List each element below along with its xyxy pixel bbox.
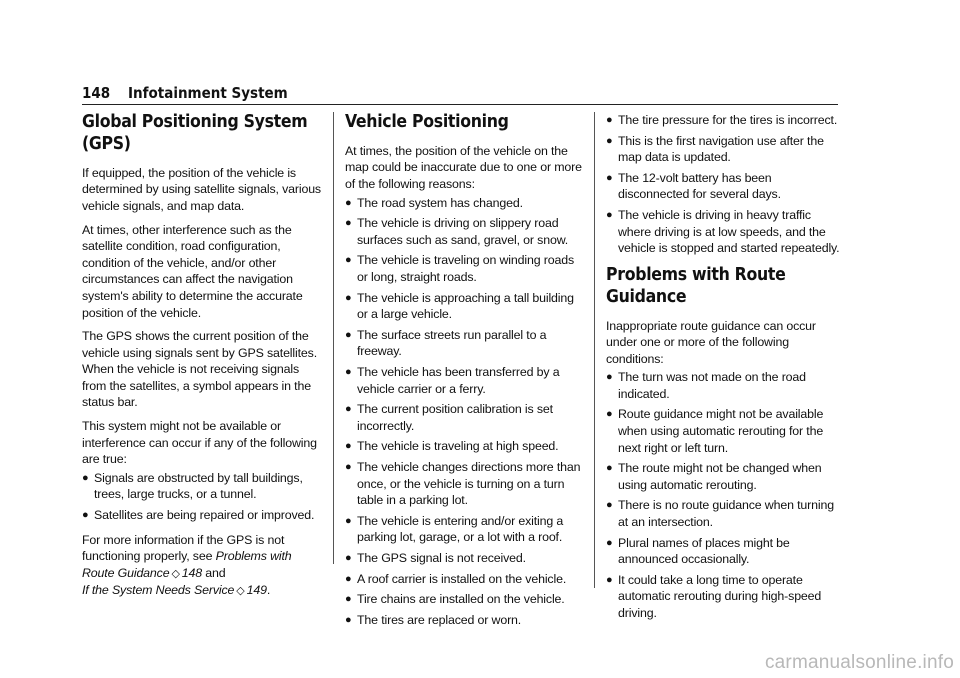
- route-guidance-heading: Problems with Route Guidance: [606, 264, 786, 307]
- bullet-icon: ●: [345, 514, 352, 527]
- list-item: ● The current position calibration is set incorrectly.: [345, 402, 553, 433]
- positioning-bullet-list-continued: [606, 112, 842, 257]
- xref-page[interactable]: 148: [181, 565, 202, 580]
- bullet-icon: ●: [345, 291, 352, 304]
- page-ref-icon: ◇: [171, 567, 180, 580]
- list-item: ● The turn was not made on the road indicated.: [606, 370, 806, 401]
- page-header: [82, 84, 838, 105]
- list-item: ● The vehicle is entering and/or exiting a parking lot, garage, or a lot with a roof.: [345, 513, 564, 545]
- watermark: carmanualsonline.info: [764, 652, 954, 673]
- bullet-icon: ●: [345, 217, 352, 230]
- bullet-icon: ●: [606, 536, 613, 549]
- bullet-icon: ●: [345, 366, 352, 378]
- bullet-icon: ●: [606, 114, 613, 126]
- route-guidance-bullet-list: [606, 369, 842, 621]
- list-item: ● The vehicle is driving on slippery road surfaces such as sand, gravel, or snow.: [345, 216, 569, 247]
- list-item: ● There is no route guidance when turning at an intersection.: [606, 498, 834, 530]
- list-item: ● The vehicle changes directions more than once, or the vehicle is turning on a turn table in a parking lot.: [345, 459, 581, 508]
- bullet-icon: ●: [606, 208, 613, 221]
- bullet-icon: ●: [345, 572, 352, 585]
- list-item: ● The vehicle is driving in heavy traffic where driving is at low speeds, and the vehicle is stopped and started repeatedly.: [606, 207, 840, 256]
- bullet-icon: ●: [606, 573, 613, 586]
- list-item: ● The 12-volt battery has been disconnected for several days.: [606, 170, 781, 202]
- list-item: ● Signals are obstructed by tall buildings, trees, large trucks, or a tunnel.: [82, 470, 303, 502]
- bullet-icon: ●: [606, 408, 613, 421]
- xref-route-guidance-link[interactable]: Problems with Route Guidance: [82, 549, 292, 580]
- bullet-icon: ●: [345, 613, 352, 626]
- bullet-icon: ●: [345, 328, 352, 341]
- gps-paragraph: If equipped, the position of the vehicle is determined by using satellite signals, various vehicle signals, and map data.: [82, 165, 321, 213]
- list-item: ● The tire pressure for the tires is incorrect.: [606, 113, 838, 127]
- bullet-icon: ●: [345, 551, 352, 564]
- bullet-icon: ●: [345, 593, 352, 606]
- column-vehicle-positioning: [345, 112, 583, 636]
- bullet-icon: ●: [345, 403, 352, 416]
- bullet-icon: ●: [606, 462, 613, 475]
- page-ref-icon: ◇: [236, 585, 245, 598]
- section-title: Infotainment System: [128, 84, 288, 102]
- positioning-heading: Vehicle Positioning: [345, 112, 509, 132]
- list-item: ● The vehicle is traveling at high speed.: [345, 439, 559, 454]
- positioning-bullet-list: [345, 195, 583, 629]
- bullet-icon: ●: [606, 371, 613, 384]
- list-item: ● The surface streets run parallel to a freeway.: [345, 327, 547, 359]
- bullet-icon: ●: [345, 460, 352, 473]
- gps-paragraph: The GPS shows the current position of the vehicle using signals sent by GPS satellites. When the vehicle is not receiving signals from the satellites, a symbol appears in the status bar.: [82, 329, 317, 410]
- positioning-intro: At times, the position of the vehicle on the map could be inaccurate due to one or more of the following reasons:: [345, 143, 582, 192]
- list-item: ● A roof carrier is installed on the vehicle.: [345, 571, 567, 586]
- bullet-icon: ●: [345, 196, 352, 209]
- column-divider: [594, 112, 595, 588]
- gps-bullet-list: [82, 470, 322, 524]
- gps-heading: Global Positioning System (GPS): [82, 112, 308, 154]
- route-guidance-intro: Inappropriate route guidance can occur under one or more of the following conditions:: [606, 318, 816, 366]
- column-divider: [333, 112, 334, 564]
- list-item: ● The vehicle has been transferred by a vehicle carrier or a ferry.: [345, 365, 560, 396]
- list-item: ● The vehicle is approaching a tall building or a large vehicle.: [345, 290, 574, 322]
- bullet-icon: ●: [606, 171, 613, 184]
- xref-page[interactable]: 149: [246, 583, 267, 598]
- bullet-icon: ●: [82, 471, 89, 484]
- page-number: 148: [82, 84, 111, 102]
- list-item: ● Route guidance might not be available when using automatic rerouting for the next right or left turn.: [606, 407, 824, 455]
- list-item: ● The route might not be changed when using automatic rerouting.: [606, 461, 822, 492]
- gps-more-info: For more information if the GPS is not functioning properly, see Problems with Route Guidance ◇ 148 and If the System Needs Service ◇ 149.: [82, 532, 292, 598]
- bullet-icon: ●: [606, 134, 613, 147]
- list-item: ● The vehicle is traveling on winding roads or long, straight roads.: [345, 253, 575, 285]
- list-item: ● The road system has changed.: [345, 195, 523, 210]
- gps-paragraph: At times, other interference such as the satellite condition, road configuration, condition of the vehicle, and/or other circumstances can affect the navigation system's ability to determine the accurate position of the vehicle.: [82, 222, 303, 320]
- list-item: ● This is the first navigation use after the map data is updated.: [606, 133, 824, 165]
- bullet-icon: ●: [82, 509, 89, 522]
- list-item: ● The GPS signal is not received.: [345, 550, 526, 565]
- xref-system-service-link[interactable]: If the System Needs Service: [82, 583, 235, 598]
- list-item: ● It could take a long time to operate automatic rerouting during high-speed driving.: [606, 572, 822, 620]
- bullet-icon: ●: [606, 499, 613, 512]
- bullet-icon: ●: [345, 440, 352, 453]
- column-gps: [82, 112, 322, 607]
- list-item: ● Tire chains are installed on the vehicle.: [345, 592, 565, 607]
- list-item: ● Satellites are being repaired or improved.: [82, 508, 315, 523]
- list-item: ● Plural names of places might be announced occasionally.: [606, 535, 790, 567]
- bullet-icon: ●: [345, 254, 352, 267]
- gps-paragraph: This system might not be available or interference can occur if any of the following are true:: [82, 419, 317, 467]
- list-item: ● The tires are replaced or worn.: [345, 612, 522, 627]
- column-route-guidance: [606, 112, 842, 630]
